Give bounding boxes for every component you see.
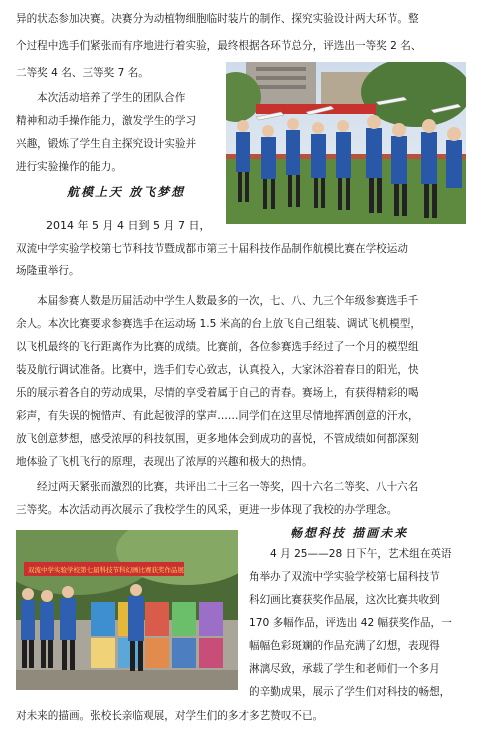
paragraph-line: 精神和动手操作能力，激发学生的学习: [16, 115, 197, 127]
paragraph-line: 幅幅色彩斑斓的作品充满了幻想，表现得: [249, 640, 440, 652]
model-plane-photo: [226, 62, 466, 224]
paragraph-line: 170 多幅作品，评选出 42 幅获奖作品，一: [249, 617, 452, 629]
paragraph-line: 本届参赛人数是历届活动中学生人数最多的一次，七、八、九三个年级参赛选手千: [37, 295, 419, 307]
paragraph-line: 本次活动培养了学生的团队合作: [37, 92, 186, 104]
paragraph-line: 彩声，有失误的惋惜声、有此起彼浮的掌声……同学们在这里尽情地挥洒创意的汗水，: [16, 410, 419, 422]
paragraph-line: 淋漓尽致，承载了学生和老师们一个多月: [249, 663, 440, 675]
paragraph-line: 余人。本次比赛要求参赛选手在运动场 1.5 米高的台上放飞自己组装、调试飞机模型，: [16, 318, 421, 330]
section-heading: 畅想科技 描画未来: [290, 526, 409, 540]
paragraph-line: 的辛勤成果，展示了学生们对科技的畅想，: [249, 686, 451, 698]
paragraph-line: 进行实验操作的能力。: [16, 161, 122, 173]
paragraph-line: 经过两天紧张而激烈的比赛，共评出二十三名一等奖，四十六名二等奖、八十六名: [37, 481, 419, 493]
painting-exhibition-photo-image: [16, 530, 238, 690]
exhibition-banner-text: 双流中学实验学校第七届科技节科幻画比赛获奖作品展: [28, 566, 184, 574]
paragraph-line: 放飞创意梦想，感受浓厚的科技氛围，更多地体会到成功的喜悦，不管成绩如何都深刻: [16, 433, 419, 445]
event-date: 2014 年 5 月 4 日到 5 月 7 日，: [46, 219, 211, 232]
paragraph-line: 乐的展示着各自的劳动成果，尽情的享受着属于自己的青春。赛场上，有获得精彩的喝: [16, 387, 419, 399]
paragraph-line: 科幻画比赛获奖作品展，这次比赛共收到: [249, 594, 440, 606]
paragraph-line: 二等奖 4 名、三等奖 7 名。: [16, 67, 149, 79]
paragraph-line: 三等奖。本次活动再次展示了我校学生的风采，更进一步体现了我校的办学理念。: [16, 504, 398, 516]
paragraph-line: 4 月 25——28 日下午，艺术组在英语: [270, 548, 452, 560]
section-heading: 航模上天 放飞梦想: [67, 185, 186, 199]
paragraph-line: 地体验了飞机飞行的原理，表现出了浓厚的兴趣和极大的热情。: [16, 456, 313, 468]
paragraph-line: 个过程中选手们紧张而有序地进行着实验，最终根据各环节总分，评选出一等奖 2 名、: [16, 40, 422, 52]
model-plane-photo-image: [226, 62, 466, 224]
paragraph-line: 兴趣，锻炼了学生自主探究设计实验并: [16, 138, 197, 150]
paragraph-line: 以飞机最终的飞行距离作为比赛的成绩。比赛前，各位参赛选手经过了一个月的模型组: [16, 341, 419, 353]
paragraph-line: 角举办了双流中学实验学校第七届科技节: [249, 571, 440, 583]
paragraph-line: 异的状态参加决赛。决赛分为动植物细胞临时装片的制作、探究实验设计两大环节。整: [16, 13, 419, 25]
paragraph-line: 双流中学实验学校第七节科技节暨成都市第三十届科技作品制作航模比赛在学校运动: [16, 243, 408, 255]
paragraph-line: 装及航行调试准备。比赛中，选手们专心致志，认真投入，大家沐浴着春日的阳光，快: [16, 364, 419, 376]
paragraph-line: 对未来的描画。张校长亲临观展，对学生们的多才多艺赞叹不已。: [16, 710, 324, 722]
paragraph-line: 场隆重举行。: [16, 265, 80, 277]
painting-exhibition-photo: [16, 530, 238, 690]
